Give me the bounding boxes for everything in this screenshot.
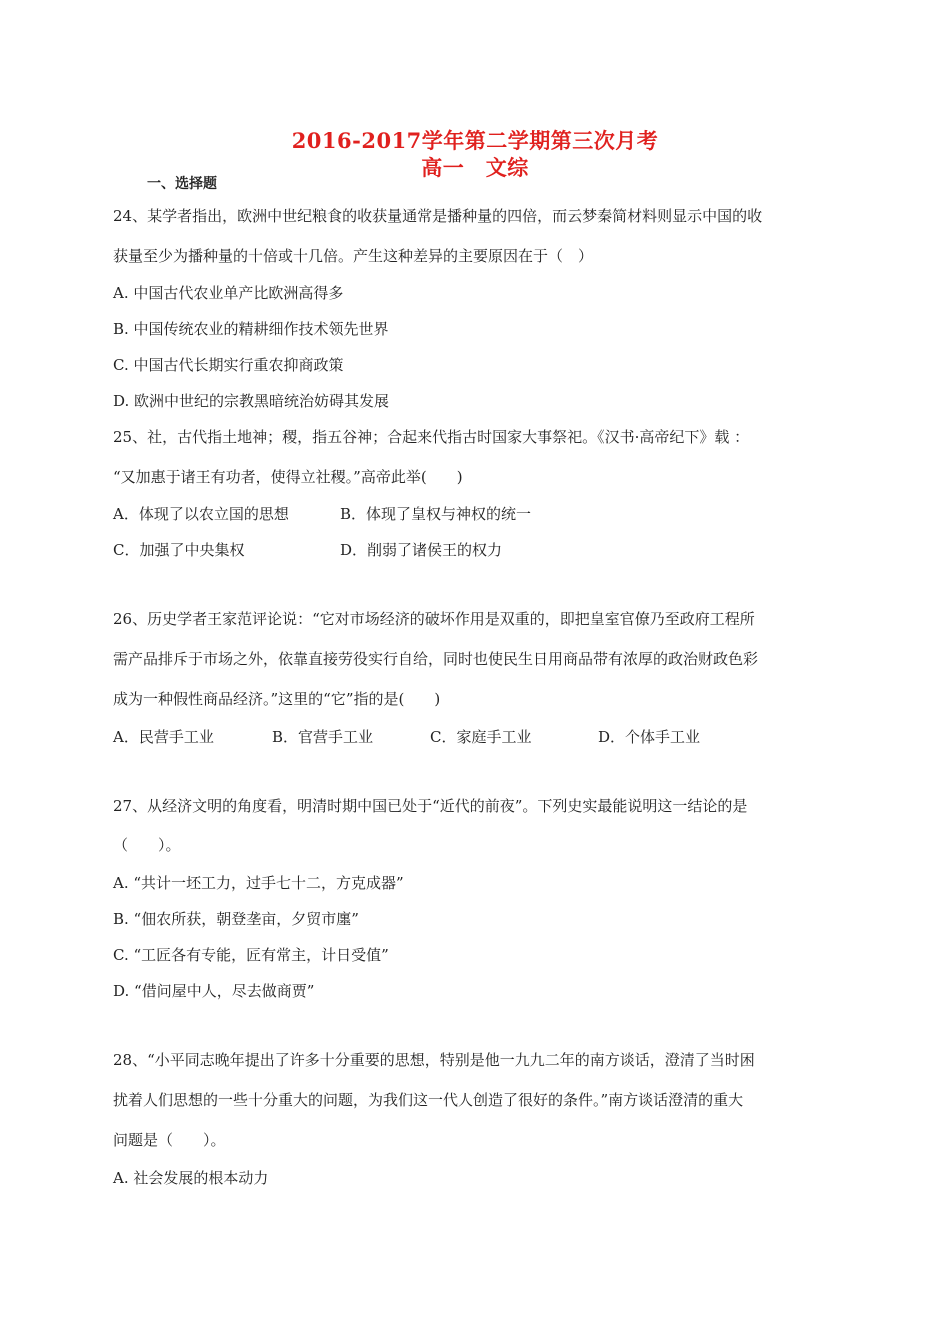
q28-stem-line-3: 问题是（ ）。 (113, 1131, 226, 1149)
exam-subtitle: 高一 文综 (421, 155, 529, 180)
q26-stem-line-1: 26、历史学者王家范评论说：“它对市场经济的破坏作用是双重的，即把皇室官僚乃至政府工程所 (113, 610, 755, 628)
q24-option-b: B. 中国传统农业的精耕细作技术领先世界 (113, 320, 389, 338)
q26-stem-line-2: 需产品排斥于市场之外，依靠直接劳役实行自给，同时也使民生日用商品带有浓厚的政治财政色彩 (113, 650, 759, 668)
q25-option-c: C．加强了中央集权 (113, 541, 245, 559)
q25-option-d: D．削弱了诸侯王的权力 (340, 541, 503, 559)
q25-stem-line-2: “又加惠于诸王有功者，使得立社稷。”高帝此举( ) (113, 468, 463, 486)
q28-stem-line-2: 扰着人们思想的一些十分重大的问题，为我们这一代人创造了很好的条件。”南方谈话澄清的重大 (113, 1091, 744, 1109)
q24-option-a: A. 中国古代农业单产比欧洲高得多 (113, 284, 344, 302)
q25-option-b: B．体现了皇权与神权的统一 (340, 505, 532, 523)
q24-stem-line-1: 24、某学者指出，欧洲中世纪粮食的收获量通常是播种量的四倍，而云梦秦简材料则显示中国的收 (113, 207, 763, 225)
q28-option-a: A. 社会发展的根本动力 (113, 1169, 269, 1187)
q26-option-b: B．官营手工业 (272, 728, 374, 746)
q24-option-d: D. 欧洲中世纪的宗教黑暗统治妨碍其发展 (113, 392, 390, 410)
q24-option-c: C. 中国古代长期实行重农抑商政策 (113, 356, 344, 374)
q26-option-c: C．家庭手工业 (430, 728, 532, 746)
q27-stem-line-1: 27、从经济文明的角度看，明清时期中国已处于“近代的前夜”。下列史实最能说明这一结论的是 (113, 797, 748, 815)
q26-stem-line-3: 成为一种假性商品经济。”这里的“它”指的是( ) (113, 690, 441, 708)
exam-title: 2016-2017学年第二学期第三次月考 (291, 128, 659, 153)
q27-option-a: A. “共计一坯工力，过手七十二，方克成器” (113, 874, 404, 892)
q27-option-c: C. “工匠各有专能，匠有常主，计日受值” (113, 946, 389, 964)
q27-option-b: B. “佃农所获，朝登垄亩，夕贸市廛” (113, 910, 359, 928)
q25-option-a: A．体现了以农立国的思想 (113, 505, 289, 523)
q27-option-d: D. “借问屋中人，尽去做商贾” (113, 982, 315, 1000)
q28-stem-line-1: 28、“小平同志晚年提出了许多十分重要的思想，特别是他一九九二年的南方谈话，澄清了当时困 (113, 1051, 755, 1069)
q26-option-a: A．民营手工业 (113, 728, 214, 746)
q24-stem-line-2: 获量至少为播种量的十倍或十几倍。产生这种差异的主要原因在于（ ） (113, 247, 594, 265)
q27-stem-line-2: （ ）。 (113, 836, 181, 854)
q25-stem-line-1: 25、社，古代指土地神；稷，指五谷神；合起来代指古时国家大事祭祀。《汉书·高帝纪下》载 ： (113, 428, 750, 446)
section-title: 一、选择题 (147, 176, 217, 192)
q26-option-d: D．个体手工业 (598, 728, 701, 746)
